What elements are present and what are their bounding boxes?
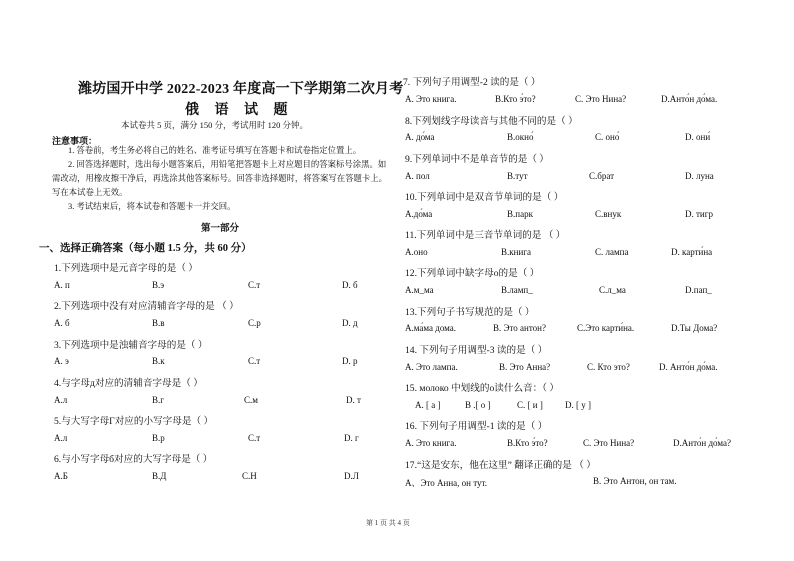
q13-option-b: B. Это антон? [493,323,546,333]
question-14: 14. 下列句子用调型-3 读的是（ ） [405,345,548,356]
q9-option-b: B.тут [507,171,528,181]
q11-option-d: D. карти́на [671,247,713,257]
q2-option-d: D. д [342,318,358,328]
q8-option-a: A. до́ма [405,132,435,142]
question-10: 10.下列单词中是双音节单词的是（ ） [405,192,564,203]
question-3: 3.下列选项中是浊辅音字母的是（ ） [54,340,208,351]
q8-option-b: B.окно́ [507,132,534,142]
question-1: 1.下列选项中是元音字母的是（ ） [54,263,198,274]
question-7: 7. 下列句子用调型-2 读的是（ ） [403,77,541,88]
notes-heading: 注意事项： [52,136,98,146]
q5-option-d: D. г [344,433,359,443]
q6-option-a: A.Б [54,471,68,481]
q3-option-b: B.к [152,356,165,366]
q12-option-d: D.пап_ [685,285,712,295]
question-6: 6.与小写字母б对应的大写字母是（ ） [54,454,213,465]
q8-option-d: D. они́ [685,132,711,142]
note-item-2: 2. 回答选择题时，选出每小题答案后，用铅笔把答题卡上对应题目的答案标号涂黑。如需改动，用橡皮擦干净后，再选涂其他答案标号。回答非选择题时，将答案写在答题卡上。写在本试卷上无效。 [52,160,387,197]
q10-option-c: C.внук [595,209,622,219]
q1-option-c: C.т [248,280,261,290]
q13-option-d: D.Ты Дома? [671,323,718,333]
q14-option-b: B. Это Анна? [499,362,551,372]
note-item-3: 3. 考试结束后，将本试卷和答题卡一并交回。 [68,202,236,211]
q12-option-a: A.м_ма [405,285,434,295]
question-15: 15. молоко 中划线的о读什么音：（ ） [405,383,560,394]
q12-option-c: C.л_ма [599,285,626,295]
exam-info: 本试卷共 5 页，满分 150 分，考试用时 120 分钟。 [121,120,309,130]
section-title: 一、选择正确答案（每小题 1.5 分，共 60 分） [39,243,252,254]
q11-option-c: C. лампа [595,247,629,257]
q5-option-b: B.р [152,433,165,443]
q5-option-c: C.т [248,433,261,443]
question-8: 8.下列划线字母读音与其他不同的是（ ） [405,116,578,127]
question-11: 11.下列单词中是三音节单词的是 （ ） [405,230,566,241]
q16-option-c: C. Это Нина? [583,438,635,448]
q15-option-c: C. [ и ] [517,400,543,410]
q8-option-c: C. оно́ [595,132,620,142]
note-item-1: 1. 答卷前，考生务必将自己的姓名、准考证号填写在答题卡和试卷指定位置上。 [68,146,362,155]
q1-option-a: A. п [54,280,70,290]
q3-option-a: A. э [54,356,69,366]
q11-option-a: A.оно [405,247,428,257]
q3-option-d: D. р [342,356,358,366]
q9-option-d: D. луна [685,171,714,181]
q3-option-c: C.т [248,356,261,366]
question-13: 13.下列句子书写规范的是（ ） [405,307,535,318]
q15-option-d: D. [ у ] [565,400,591,410]
q7-option-d: D.Анто́н до́ма. [661,94,718,104]
q15-option-b: B .[ о ] [465,400,491,410]
q10-option-b: B.парк [507,209,533,219]
q14-option-c: C. Кто это? [587,362,630,372]
q2-option-a: A. б [54,318,70,328]
q16-option-a: A. Это книга. [405,438,457,448]
q16-option-b: B.Кто э́то? [507,438,548,448]
q4-option-b: B.г [152,395,164,405]
q7-option-a: A. Это книга. [405,94,457,104]
q6-option-b: B.Д [152,471,167,481]
question-9: 9.下列单词中不是单音节的是（ ） [405,154,549,165]
q4-option-c: C.м [244,395,258,405]
q16-option-d: D.Анто́н до́ма? [673,438,731,448]
q14-option-d: D. Анто́н до́ма. [659,362,718,372]
exam-subject: 俄 语 试 题 [185,103,294,118]
q13-option-a: A.ма́ма дома. [405,323,457,333]
q14-option-a: A. Это лампа. [405,362,458,372]
q17-option-a: A、Это Анна, он тут. [405,478,488,488]
q7-option-c: C. Это Нина? [575,94,627,104]
q9-option-a: A. пол [405,171,430,181]
question-4: 4.与字母д对应的清辅音字母是（ ） [54,378,203,389]
q2-option-b: B.в [152,318,165,328]
q7-option-b: B.Кто э́то? [495,94,536,104]
q4-option-a: A.л [54,395,68,405]
q11-option-b: B.книга [501,247,531,257]
q17-option-b: B. Это Антон, он там. [593,476,677,486]
q12-option-b: B.ламп_ [501,285,533,295]
q13-option-c: C.Это карти́на. [577,323,635,333]
q5-option-a: A.л [54,433,68,443]
question-2: 2.下列选项中没有对应清辅音字母的是 （ ） [54,301,239,312]
exam-title: 潍坊国开中学 2022-2023 年度高一下学期第二次月考 [78,82,404,97]
q2-option-c: C.р [248,318,261,328]
q10-option-d: D. тигр [685,209,713,219]
q1-option-d: D. б [342,280,358,290]
page-footer: 第 1 页 共 4 页 [366,519,410,527]
question-17: 17.“这是安东，他在这里” 翻译正确的是 （ ） [405,460,596,471]
q1-option-b: B.э [152,280,165,290]
question-12: 12.下列单词中缺字母о的是（ ） [405,268,540,279]
q9-option-c: C.брат [589,171,615,181]
q6-option-d: D.Л [344,471,359,481]
part-title: 第一部分 [201,224,240,234]
q10-option-a: A.до́ма [405,209,433,219]
q15-option-a: A. [ а ] [415,400,441,410]
question-5: 5.与大写字母Г对应的小写字母是（ ） [54,416,214,427]
q6-option-c: C.Н [242,471,257,481]
q4-option-d: D. т [346,395,361,405]
question-16: 16. 下列句子用调型-1 读的是（ ） [405,421,548,432]
